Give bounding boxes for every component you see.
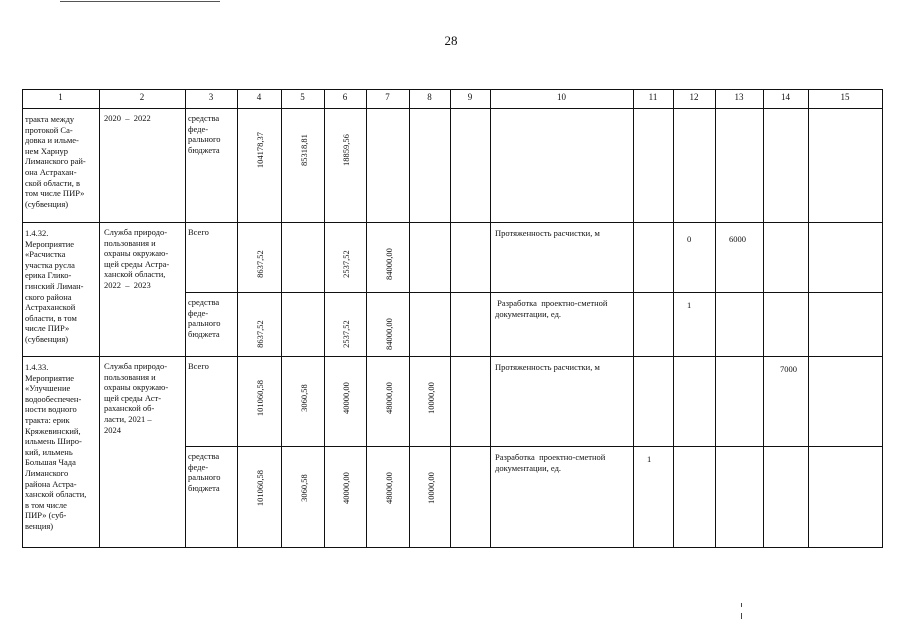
funding-source: Всего [188,361,209,371]
column-header: 7 [385,92,390,102]
column-header: 15 [840,92,850,102]
subrow-border [185,446,882,447]
funding-source: средства феде- рального бюджета [188,297,221,339]
measure-name: 1.4.32. Мероприятие «Расчистка участка русла ерика Глико- гинский Лиман- ского района Астраханской области, в том числе ПИР» (субвенция) [25,228,84,344]
funding-source: средства феде- рального бюджета [188,451,221,493]
amount-c7-text: 84000,00 [383,318,394,350]
amount-c8-text: 10000,00 [425,382,436,414]
amount-c6-text: 40000,00 [341,472,351,504]
column-header: 5 [300,92,305,102]
amount-c5-text: 85318,81 [298,134,309,166]
column-border [490,89,491,548]
column-header: 2 [139,92,145,102]
amount-c5-text: 3060,58 [298,474,309,502]
indicator-value-c13: 6000 [729,234,746,244]
column-border [185,89,186,548]
column-border [763,89,764,548]
amount-c4-text: 101060,58 [255,469,265,507]
amount-c6-text: 40000,00 [341,382,351,414]
column-border [673,89,674,548]
column-header: 3 [208,92,214,102]
amount-c7-text: 48000,00 [383,382,394,414]
row-border [22,356,882,357]
indicator-text: Протяженность расчистки, м [495,228,600,238]
indicator-text: Разработка проектно-сметной документации, ед. [495,298,608,319]
row-border [22,108,882,109]
budget-table [22,89,882,547]
scan-mark [741,613,742,619]
amount-c4-text: 104178,37 [255,131,265,169]
column-header: 14 [781,92,790,102]
column-header: 8 [427,92,432,102]
row-border [22,222,882,223]
column-border [450,89,451,548]
column-border [22,89,23,548]
amount-c4-text: 101060,58 [255,379,265,417]
column-header: 9 [467,92,473,102]
amount-c4-text: 8637,52 [255,320,265,348]
page-number: 28 [444,33,458,48]
row-border [22,89,882,90]
column-border [882,89,883,548]
amount-c6-text: 2537,52 [341,250,351,278]
executor-period: Служба природо- пользования и охраны окружаю- щей среды Астра- ханской области, 2022 – 2023 [104,227,170,290]
executor-period: Служба природо- пользования и охраны окружаю- щей среды Аст- раханской об- ласти, 2021 – 2024 [104,361,169,435]
column-header: 11 [648,92,658,102]
column-border [281,89,282,548]
column-header: 6 [342,92,348,102]
indicator-text: Протяженность расчистки, м [495,362,600,372]
amount-c5-text: 3060,58 [298,384,309,412]
indicator-value-c12: 0 [687,234,692,244]
column-header: 10 [557,92,566,102]
column-border [633,89,634,548]
amount-c7-text: 48000,00 [383,472,394,504]
executor-period: 2020 – 2022 [104,113,151,123]
column-header: 13 [734,92,744,102]
top-rule [60,1,220,2]
amount-c8-text: 10000,00 [425,472,436,504]
measure-name: 1.4.33. Мероприятие «Улучшение водообеспечен- ности водного тракта: ерик Кряжевинский, ильмень Широ- кий, ильмень Большая Чада Лиманского района Астра- ханской области, в том числе ПИР» (суб- венция) [25,362,87,531]
column-border [366,89,367,548]
column-border [715,89,716,548]
amount-c6-text: 2537,52 [341,320,351,348]
indicator-value-c12: 1 [687,300,692,310]
column-border [99,89,100,548]
amount-c4-text: 8637,52 [255,250,265,278]
indicator-value-c14: 7000 [780,364,797,374]
row-border [22,547,882,548]
amount-c7-text: 84000,00 [383,248,394,280]
column-header: 12 [689,92,699,102]
subrow-border [185,292,882,293]
funding-source: Всего [188,227,209,237]
column-header: 4 [256,92,262,102]
column-border [237,89,238,548]
column-border [808,89,809,548]
indicator-text: Разработка проектно-сметной документации, ед. [495,452,606,473]
column-header: 1 [58,92,63,102]
funding-source: средства феде- рального бюджета [188,113,221,155]
indicator-value-c11: 1 [647,454,652,464]
column-border [324,89,325,548]
column-border [409,89,410,548]
scan-mark [741,603,742,607]
amount-c6-text: 18859,56 [341,134,351,166]
measure-name: тракта между протокой Са- довка и ильме- нем Харнур Лиманского рай- она Астрахан- ской области, в том числе ПИР» (субвенция) [25,114,86,209]
